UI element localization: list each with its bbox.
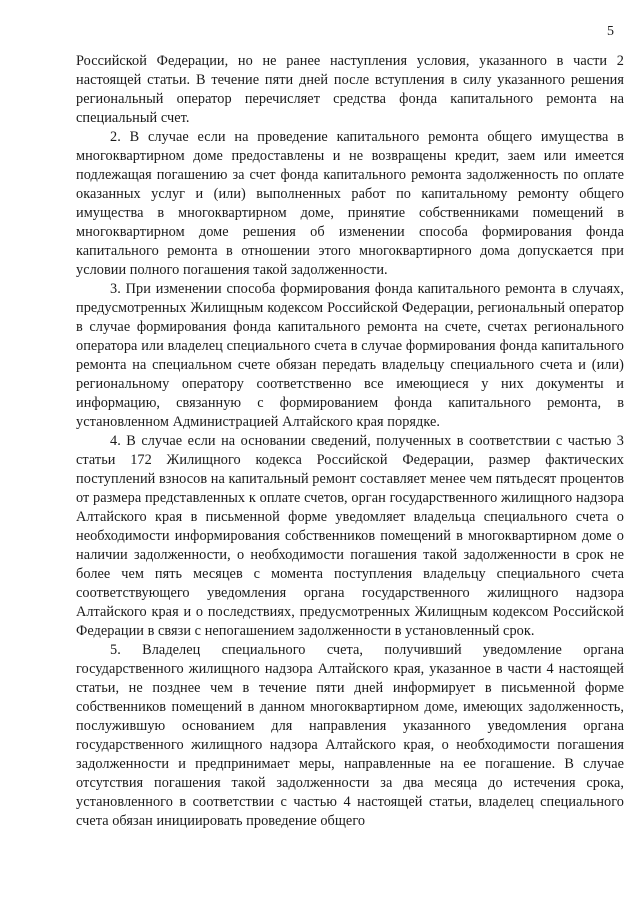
paragraph-3: 3. При изменении способа формирования фонда капитального ремонта в случаях, предусмотренных Жилищным кодексом Российской Федерации, региональный оператор в случае формирования фонда капитального ремонта на счете, счетах регионального оператора или владелец специального счета в случае формирования фонда капитального ремонта на специальном счете обязан передать владельцу специального счета и (или) региональному оператору соответственно все имеющиеся у них документы и информацию, связанную с формированием фонда капитального ремонта, в установленном Администрацией Алтайского края порядке. (76, 281, 624, 430)
paragraph-2: 2. В случае если на проведение капитального ремонта общего имущества в многоквартирном доме предоставлены и не возвращены кредит, заем или имеется подлежащая погашению за счет фонда капитального ремонта задолженность по оплате оказанных услуг и (или) выполненных работ по капитальному ремонту общего имущества в многоквартирном доме, принятие собственниками помещений в многоквартирном доме решения об изменении способа формирования фонда капитального ремонта в отношении этого многоквартирного дома допускается при условии полного погашения такой задолженности. (76, 129, 624, 278)
paragraph-continuation: Российской Федерации, но не ранее наступления условия, указанного в части 2 настоящей статьи. В течение пяти дней после вступления в силу указанного решения региональный оператор перечисляет средства фонда капитального ремонта на специальный счет. (76, 53, 624, 126)
document-body (76, 52, 624, 831)
paragraph-4: 4. В случае если на основании сведений, полученных в соответствии с частью 3 статьи 172 Жилищного кодекса Российской Федерации, размер фактических поступлений взносов на капитальный ремонт составляет менее чем пятьдесят процентов от размера представленных к оплате счетов, орган государственного жилищного надзора Алтайского края в письменной форме уведомляет владельца специального счета о необходимости информирования собственников помещений в многоквартирном доме о наличии задолженности, о необходимости погашения такой задолженности в срок не более чем пять месяцев с момента поступления владельцу специального счета соответствующего уведомления органа государственного жилищного надзора Алтайского края и о последствиях, предусмотренных Жилищным кодексом Российской Федерации в связи с непогашением задолженности в установленный срок. (76, 433, 624, 639)
paragraph-5: 5. Владелец специального счета, получивший уведомление органа государственного жилищного надзора Алтайского края, указанное в части 4 настоящей статьи, не позднее чем в течение пяти дней информирует в письменной форме собственников помещений в данном многоквартирном доме, имеющих задолженность, послужившую основанием для направления указанного уведомления органа государственного жилищного надзора Алтайского края, о необходимости погашения задолженности и предпринимает меры, направленные на ее погашение. В случае отсутствия погашения такой задолженности за два месяца до истечения срока, установленного в соответствии с частью 4 настоящей статьи, владелец специального счета обязан инициировать проведение общего (76, 642, 624, 829)
page-number: 5 (607, 24, 614, 39)
